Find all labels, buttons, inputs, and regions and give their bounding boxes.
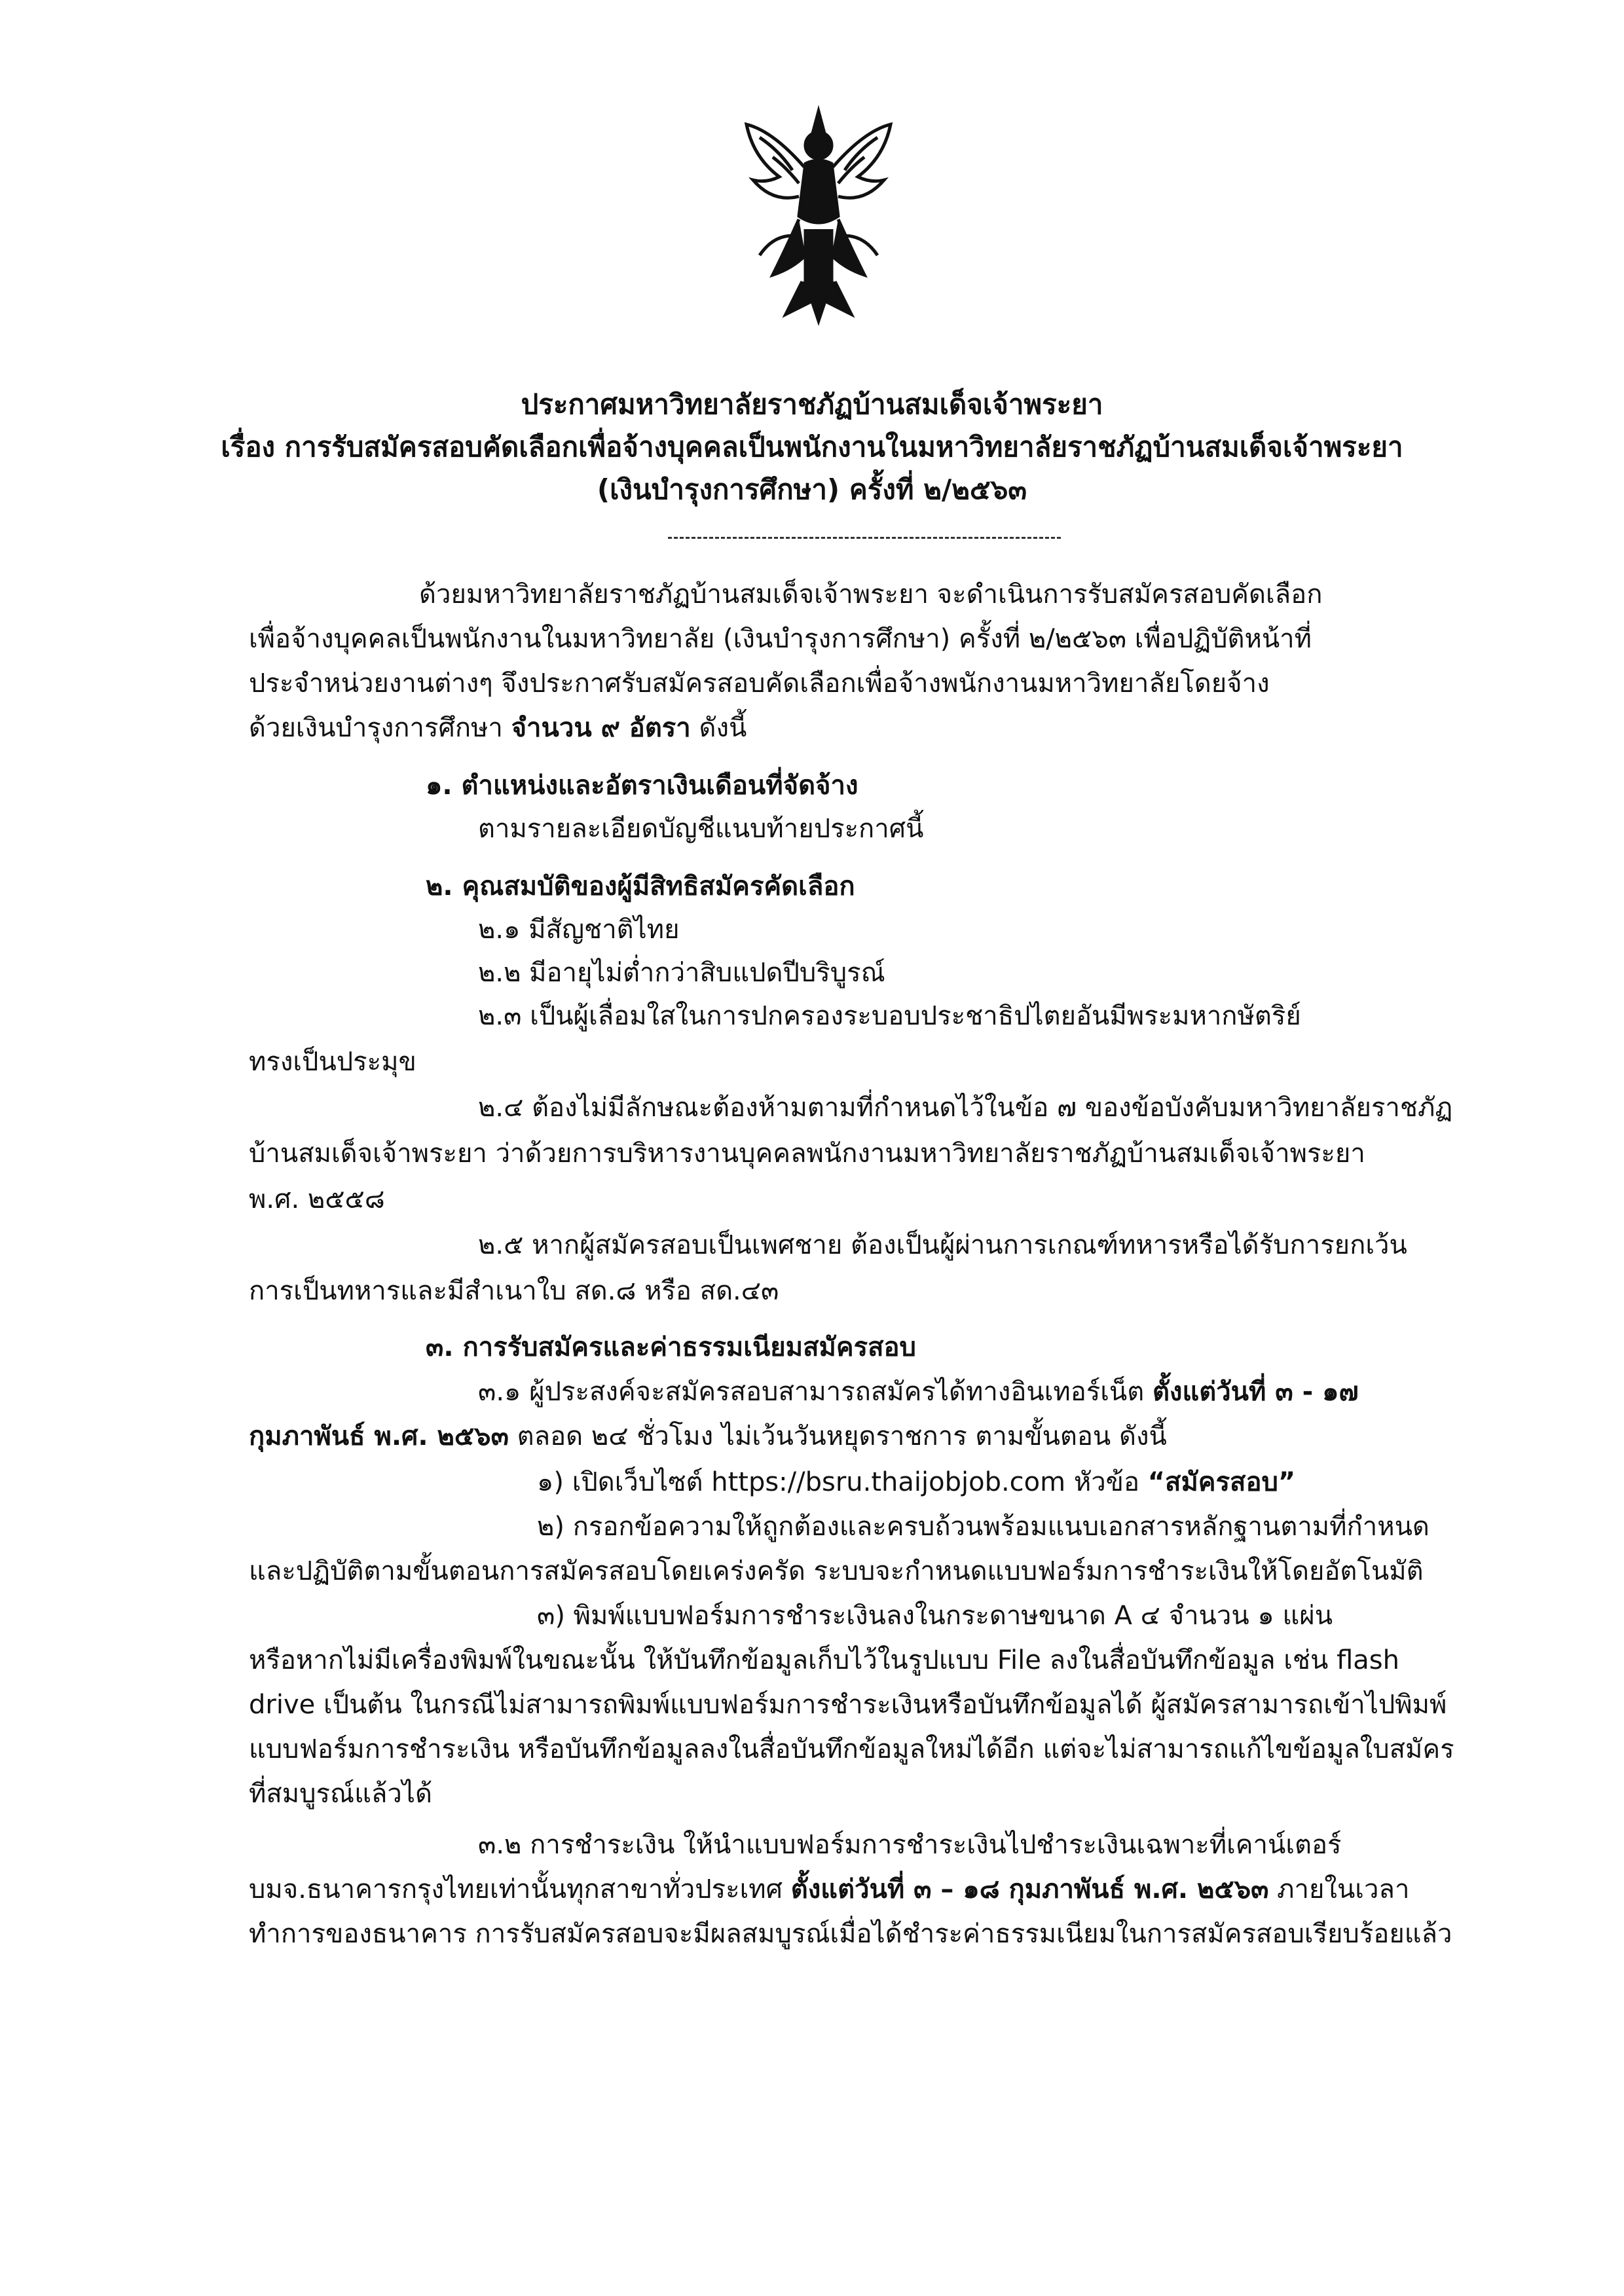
section-3-para-2-line-2 [249, 1871, 1409, 1908]
section-2-item-1: ๒.๑ มีสัญชาติไทย [478, 915, 680, 945]
section-3-para-1-line-1 [478, 1374, 1359, 1410]
garuda-emblem-icon [733, 105, 904, 327]
section-2-item-4c: พ.ศ. ๒๕๕๘ [249, 1184, 385, 1214]
step-3-line-1: ๓) พิมพ์แบบฟอร์มการชำระเงินลงในกระดาษขนาด A ๔ จำนวน ๑ แผ่น [537, 1601, 1333, 1631]
payment-date-range: ตั้งแต่วันที่ ๓ – ๑๘ กุมภาพันธ์ พ.ศ. ๒๕๖๓ [790, 1874, 1269, 1904]
application-date-range: ตั้งแต่วันที่ ๓ - ๑๗ [1152, 1377, 1359, 1407]
step-3-line-4: แบบฟอร์มการชำระเงิน หรือบันทึกข้อมูลลงในสื่อบันทึกข้อมูลใหม่ได้อีก แต่จะไม่สามารถแก้ไขข้อมูลใบสมัคร [249, 1734, 1454, 1764]
positions-count: จำนวน ๙ อัตรา [511, 713, 691, 743]
intro-line-2: เพื่อจ้างบุคคลเป็นพนักงานในมหาวิทยาลัย (เงินบำรุงการศึกษา) ครั้งที่ ๒/๒๕๖๓ เพื่อปฏิบัติหน้าที่ [249, 624, 1312, 654]
para-1-end: ตลอด ๒๔ ชั่วโมง ไม่เว้นวันหยุดราชการ ตามขั้นตอน ดังนี้ [508, 1421, 1167, 1451]
section-2-item-3a: ๒.๓ เป็นผู้เลื่อมใสในการปกครองระบอบประชาธิปไตยอันมีพระมหากษัตริย์ [478, 1001, 1301, 1031]
step-2-line-2: และปฏิบัติตามขั้นตอนการสมัครสอบโดยเคร่งครัด ระบบจะกำหนดแบบฟอร์มการชำระเงินให้โดยอัตโนมัติ [249, 1556, 1424, 1586]
section-2-item-3b: ทรงเป็นประมุข [249, 1047, 416, 1077]
section-2-item-4b: บ้านสมเด็จเจ้าพระยา ว่าด้วยการบริหารงานบุคคลพนักงานมหาวิทยาลัยราชภัฏบ้านสมเด็จเจ้าพระยา [249, 1139, 1365, 1169]
section-2-item-2: ๒.๒ มีอายุไม่ต่ำกว่าสิบแปดปีบริบูรณ์ [478, 958, 885, 988]
para-1-text: ๓.๑ ผู้ประสงค์จะสมัครสอบสามารถสมัครได้ทางอินเทอร์เน็ต [478, 1377, 1153, 1407]
header-divider [668, 537, 1061, 539]
intro-line-1: ด้วยมหาวิทยาลัยราชภัฏบ้านสมเด็จเจ้าพระยา จะดำเนินการรับสมัครสอบคัดเลือก [419, 579, 1323, 610]
para-2-time: ภายในเวลา [1268, 1874, 1410, 1904]
section-2-item-4a: ๒.๔ ต้องไม่มีลักษณะต้องห้ามตามที่กำหนดไว้ในข้อ ๗ ของข้อบังคับมหาวิทยาลัยราชภัฏ [478, 1093, 1453, 1123]
step-2-line-1: ๒) กรอกข้อความให้ถูกต้องและครบถ้วนพร้อมแนบเอกสารหลักฐานตามที่กำหนด [537, 1512, 1430, 1542]
step-3-line-3: drive เป็นต้น ในกรณีไม่สามารถพิมพ์แบบฟอร์มการชำระเงินหรือบันทึกข้อมูลได้ ผู้สมัครสามารถเข้าไปพิมพ์ [249, 1690, 1447, 1720]
intro-line-3: ประจำหน่วยงานต่างๆ จึงประกาศรับสมัครสอบคัดเลือกเพื่อจ้างพนักงานมหาวิทยาลัยโดยจ้าง [249, 668, 1270, 699]
section-3-heading: ๓. การรับสมัครและค่าธรรมเนียมสมัครสอบ [426, 1332, 916, 1362]
step-3-line-5: ที่สมบูรณ์แล้วได้ [249, 1779, 432, 1809]
section-2-heading: ๒. คุณสมบัติของผู้มีสิทธิสมัครคัดเลือก [426, 871, 855, 902]
section-3-para-2-line-3: ทำการของธนาคาร การรับสมัครสอบจะมีผลสมบูรณ์เมื่อได้ชำระค่าธรรมเนียมในการสมัครสอบเรียบร้อยแล้ว [249, 1919, 1452, 1949]
intro-line-4 [249, 710, 747, 746]
intro-line-4-text: ด้วยเงินบำรุงการศึกษา [249, 713, 511, 743]
step-3-line-2: หรือหากไม่มีเครื่องพิมพ์ในขณะนั้น ให้บันทึกข้อมูลเก็บไว้ในรูปแบบ File ลงในสื่อบันทึกข้อมูล เช่น flash [249, 1645, 1399, 1675]
intro-line-4-end: ดังนี้ [690, 713, 747, 743]
section-3-para-1-line-2 [249, 1418, 1167, 1455]
step-1-text: ๑) เปิดเว็บไซต์ https://bsru.thaijobjob.com หัวข้อ [537, 1467, 1148, 1497]
section-2-item-5a: ๒.๕ หากผู้สมัครสอบเป็นเพศชาย ต้องเป็นผู้ผ่านการเกณฑ์ทหารหรือได้รับการยกเว้น [478, 1230, 1407, 1260]
announcement-subject: เรื่อง การรับสมัครสอบคัดเลือกเพื่อจ้างบุคคลเป็นพนักงานในมหาวิทยาลัยราชภัฏบ้านสมเด็จเจ้าพระยา [221, 431, 1403, 463]
step-1-topic: “สมัครสอบ” [1147, 1467, 1296, 1497]
section-1-heading: ๑. ตำแหน่งและอัตราเงินเดือนที่จัดจ้าง [426, 771, 858, 801]
para-2-text: บมจ.ธนาคารกรุงไทยเท่านั้นทุกสาขาทั่วประเทศ [249, 1874, 791, 1904]
section-2-item-5b: การเป็นทหารและมีสำเนาใบ สด.๘ หรือ สด.๔๓ [249, 1276, 779, 1306]
application-month-year: กุมภาพันธ์ พ.ศ. ๒๕๖๓ [249, 1421, 509, 1451]
section-1-text: ตามรายละเอียดบัญชีแนบท้ายประกาศนี้ [478, 814, 924, 844]
step-1 [537, 1464, 1295, 1501]
section-3-para-2-line-1: ๓.๒ การชำระเงิน ให้นำแบบฟอร์มการชำระเงินไปชำระเงินเฉพาะที่เคาน์เตอร์ [478, 1830, 1342, 1860]
announcement-round: (เงินบำรุงการศึกษา) ครั้งที่ ๒/๒๕๖๓ [597, 473, 1027, 505]
announcement-title: ประกาศมหาวิทยาลัยราชภัฏบ้านสมเด็จเจ้าพระยา [521, 388, 1103, 420]
